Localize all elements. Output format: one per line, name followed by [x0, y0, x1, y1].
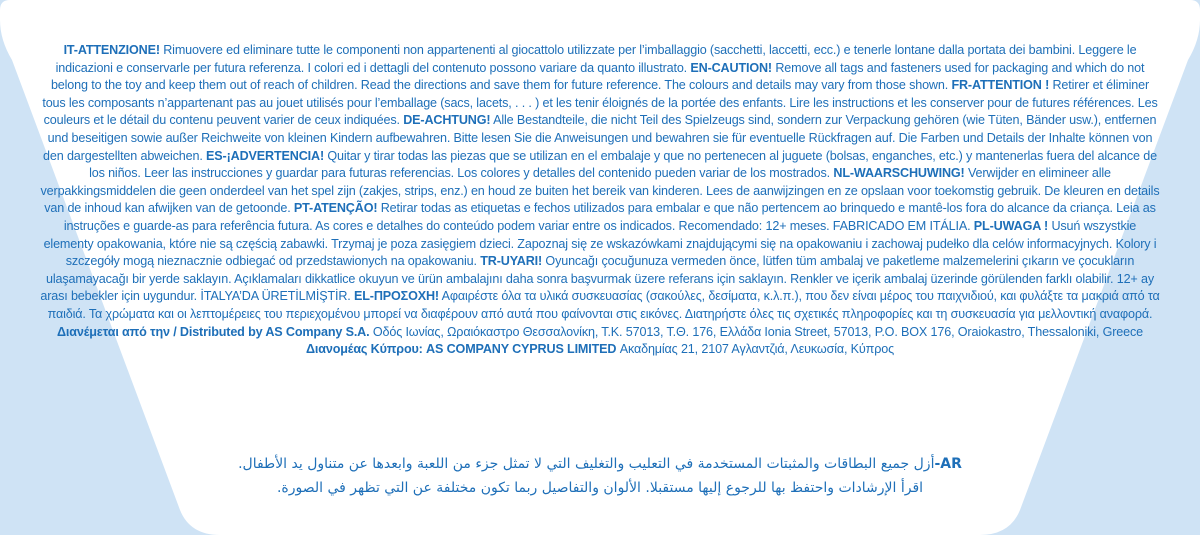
- arabic-line-1: [180, 452, 1020, 476]
- warning-text-tr: Oyuncağı çocuğunuza vermeden önce, lütfen tüm ambalaj ve paketleme malzemelerini çıkarın ve çocukların ulaşamayacağı bir yerde saklayın. Açıklamaları dikkatlice okuyun ve ürün ambalajını daha sonra başvurmak üzere referans için saklayın. Renkler ve içerik ambalaj üzerinde görülenden farklı olabilir. 12+ ay arası bebekler için uygundur. İTALYA’DA ÜRETİLMİŞTİR.: [40, 254, 1154, 304]
- warning-text-it: Rimuovere ed eliminare tutte le componenti non appartenenti al giocattolo utilizzate per l’imballaggio (sacchetti, laccetti, ecc.) e tenerle lontane dalla portata dei bambini. Leggere le indicazioni e conservarle per futura referenza. I colori ed i dettagli del contenuto possono variare da quanto illustrato.: [55, 43, 1137, 75]
- warning-text-pt: Retirar todas as etiquetas e fechos utilizados para embalar e que não pertencem ao brinquedo e mantê-los fora do alcance da criança. Leia as instruções e guarde-as para referência futura. As cores e detalhes do conteúdo podem variar entre os indicados. Recomendado: 12+ meses. FABRICADO EM ITÁLIA.: [63, 201, 1156, 233]
- warning-text-de: Alle Bestandteile, die nicht Teil des Spielzeugs sind, sondern zur Verpackung gehören (wie Tüten, Bänder usw.), entfernen und beseitigen sowie außer Reichweite von kleinen Kindern aufbewahren. Bitte lesen Sie die Anweisungen und bewahren sie für eventuelle Rückfragen auf. Die Farben und Details der Inhalte können von den dargestellten abweichen.: [43, 113, 1157, 163]
- warning-text-nl: Verwijder en elimineer alle verpakkingsmiddelen die geen onderdeel van het spel zijn (zakjes, strips, enz.) en houd ze buiten het bereik van kinderen. Lees de aanwijzingen en ze opslaan voor toekomstig gebruik. De kleuren en details van de inhoud kan afwijken van de getoonde.: [40, 166, 1160, 216]
- warning-code-pl: PL-UWAGA !: [973, 218, 1049, 233]
- multilingual-warning-text: [40, 42, 1160, 359]
- warning-code-it: IT-ATTENZIONE!: [63, 43, 160, 57]
- cyprus-distributor-address: Ακαδημίας 21, 2107 Αγλαντζιά, Λευκωσία, Κύπρος: [616, 342, 894, 357]
- warning-code-el: EL-ΠΡΟΣΟΧΗ!: [353, 289, 439, 304]
- warning-text-pl: Usuń wszystkie elementy opakowania, które nie są częścią zabawki. Trzymaj je poza zasięgiem dzieci. Zapoznaj się ze wskazówkami znajdującymi się na opakowaniu i zachowaj pudełko dla celów informacyjnych. Kolory i szczegóły mogą nieznacznie odbiegać od przedstawionych na opakowaniu.: [43, 218, 1157, 269]
- cyprus-distributor-label: Διανομέας Κύπρου: AS COMPANY CYPRUS LIMITED: [306, 342, 617, 357]
- distributor-address: Οδός Ιωνίας, Ωραιόκαστρο Θεσσαλονίκη, Τ.Κ. 57013, Τ.Θ. 176, Ελλάδα Ionia Street, 57013, P.O. BOX 176, Oraiokastro, Thessaloniki, Greece: [369, 324, 1143, 339]
- warning-code-pt: PT-ATENÇÃO!: [293, 201, 378, 216]
- arabic-text-1: أزل جميع البطاقات والمثبتات المستخدمة في التعليب والتغليف التي لا تمثل جزء من اللعبة وابعدها عن متناول يد الأطفال.: [238, 456, 935, 472]
- warning-text-el: Αφαιρέστε όλα τα υλικά συσκευασίας (σακούλες, δεσίματα, κ.λ.π.), που δεν είναι μέρος του παιχνιδιού, και φυλάξτε τα μακριά από τα παιδιά. Τα χρώματα και οι λεπτομέρειες του περιεχομένου μπορεί να διαφέρουν από αυτά που φαίνονται στις εικόνες. Διατηρήστε όλες τις σχετικές πληροφορίες και τη συσκευασία για μελλοντική αναφορά.: [47, 289, 1160, 321]
- warning-text-es: Quitar y tirar todas las piezas que se utilizan en el embalaje y que no pertenecen al juguete (bolsas, enganches, etc.) y mantenerlas fuera del alcance de los niños. Leer las instrucciones y guardar para futuras referencias. Los colores y detalles del contenido pueden variar de los mostrados.: [89, 148, 1157, 181]
- warning-code-de: DE-ACHTUNG!: [403, 113, 491, 128]
- warning-code-nl: NL-WAARSCHUWING!: [833, 166, 965, 181]
- arabic-warning: [180, 452, 1020, 500]
- warning-code-tr: TR-UYARI!: [480, 254, 543, 269]
- arabic-line-2: اقرأ الإرشادات واحتفظ بها للرجوع إليها مستقبلا. الألوان والتفاصيل ربما تكون مختلفة عن التي تظهر في الصورة.: [276, 480, 924, 496]
- warning-code-fr: FR-ATTENTION !: [951, 78, 1050, 93]
- distributor-info: [57, 325, 1143, 357]
- warning-text-fr: Retirer et éliminer tous les composants n’appartenant pas au jouet utilisés pour l’emballage (sacs, lacets, . . . ) et les tenir éloignés de la portée des enfants. Lire les instructions et les conserver pour de futures références. Les couleurs et le détail du contenu peuvent varier de ceux indiquées.: [42, 78, 1158, 128]
- warning-code-en: EN-CAUTION!: [690, 60, 772, 75]
- distributor-label: Διανέμεται από την / Distributed by AS Company S.A.: [57, 324, 370, 339]
- warning-code-ar: AR-: [934, 456, 962, 472]
- warning-text-en: Remove all tags and fasteners used for packaging and which do not belong to the toy and keep them out of reach of children. Read the directions and save them for future reference. The colours and details may vary from those shown.: [50, 60, 1145, 93]
- warning-code-es: ES-¡ADVERTENCIA!: [206, 148, 324, 163]
